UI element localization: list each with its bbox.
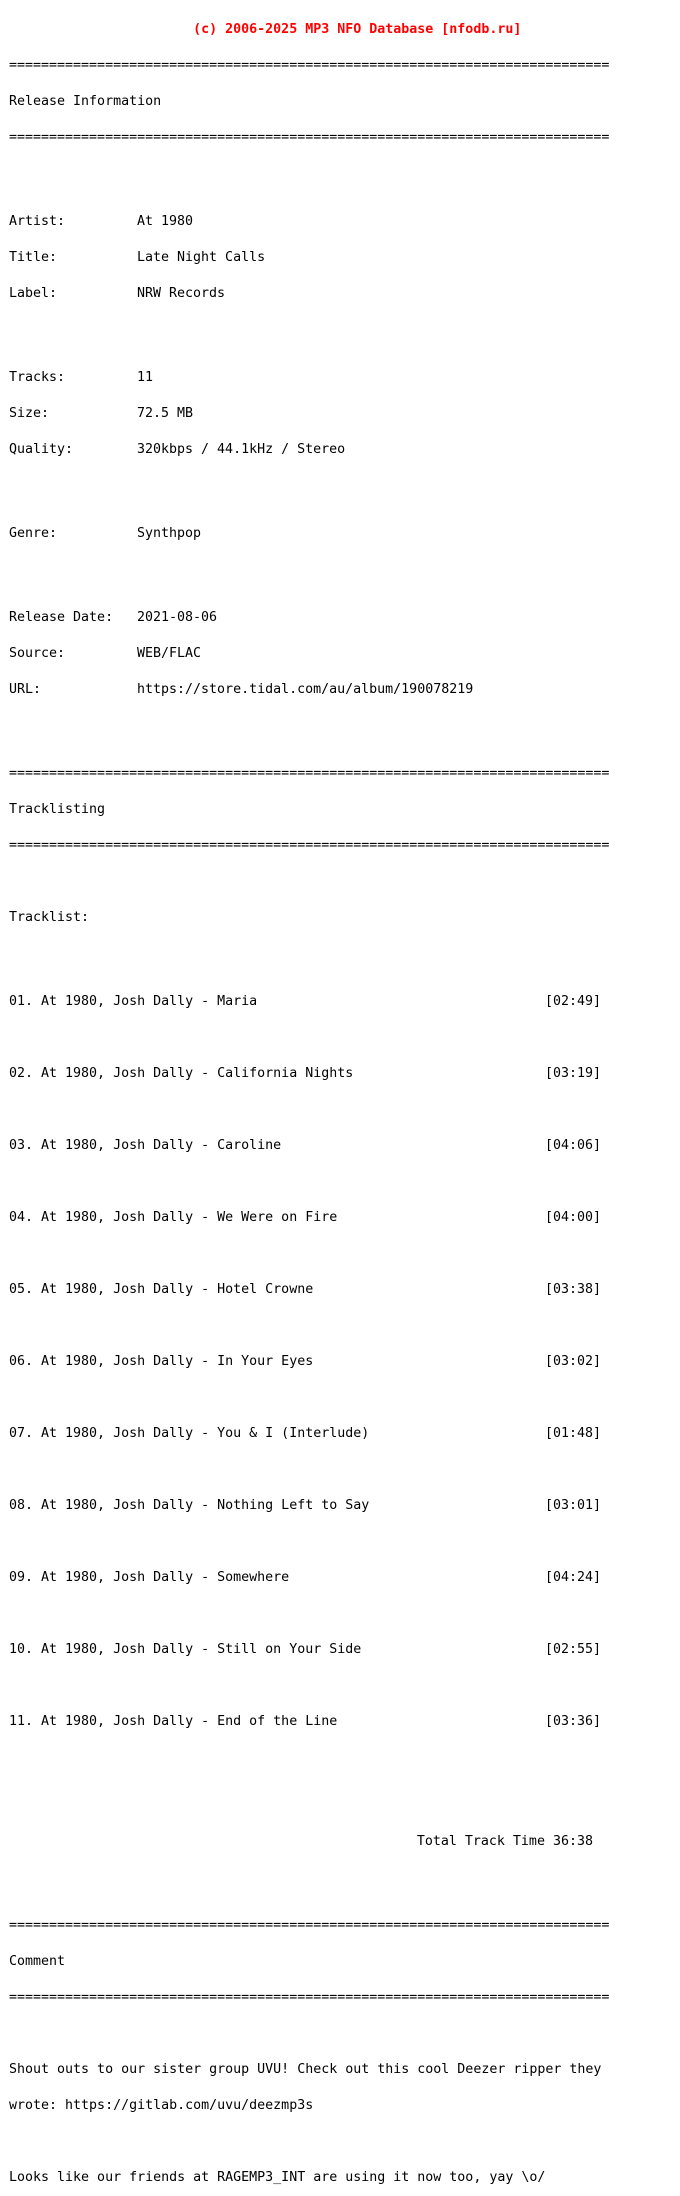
track-duration: [01:48] [544,1426,601,1441]
field-value: NRW Records [137,286,226,301]
field-artist [9,216,601,228]
field-key: URL: [9,682,42,697]
separator: =========================================================================== [9,58,610,73]
credit-line[interactable]: (c) 2006-2025 MP3 NFO Database [nfodb.ru] [9,22,522,37]
comment-line: Shout outs to our sister group UVU! Check out this cool Deezer ripper they [9,2062,602,2077]
field-key: Quality: [9,442,74,457]
field-tracks [9,372,601,384]
blank-line [9,564,601,576]
total-value: 36:38 [552,1834,593,1849]
track-title: 09. At 1980, Josh Dally - Somewhere [9,1570,290,1585]
blank-line [9,1104,601,1116]
field-value: Late Night Calls [137,250,266,265]
track-row [9,1644,601,1656]
track-duration: [03:19] [544,1066,601,1081]
field-source [9,648,601,660]
field-quality [9,444,601,456]
track-title: 02. At 1980, Josh Dally - California Nights [9,1066,354,1081]
separator: =========================================================================== [9,1918,610,1933]
track-row [9,1716,601,1728]
track-row [9,1356,601,1368]
blank-line [9,2028,601,2040]
track-duration: [04:24] [544,1570,601,1585]
field-value: WEB/FLAC [137,646,202,661]
field-key: Genre: [9,526,58,541]
field-key: Source: [9,646,66,661]
separator: =========================================================================== [9,766,610,781]
track-row [9,996,601,1008]
track-title: 10. At 1980, Josh Dally - Still on Your Side [9,1642,362,1657]
nfo-document [9,0,610,2196]
track-row [9,1212,601,1224]
field-value: Synthpop [137,526,202,541]
blank-line [9,1392,601,1404]
track-row [9,1140,601,1152]
release-info-heading: Release Information [9,94,162,109]
blank-line [9,1536,601,1548]
track-duration: [03:01] [544,1498,601,1513]
track-duration: [02:49] [544,994,601,1009]
blank-line [9,2136,601,2148]
field-value: 2021-08-06 [137,610,218,625]
track-row [9,1068,601,1080]
track-title: 11. At 1980, Josh Dally - End of the Line [9,1714,338,1729]
track-duration: [04:06] [544,1138,601,1153]
track-title: 05. At 1980, Josh Dally - Hotel Crowne [9,1282,314,1297]
track-duration: [03:02] [544,1354,601,1369]
track-title: 03. At 1980, Josh Dally - Caroline [9,1138,282,1153]
blank-line [9,1872,601,1884]
blank-line [9,876,601,888]
comment-line: wrote: https://gitlab.com/uvu/deezmp3s [9,2098,314,2113]
field-title [9,252,601,264]
track-title: 06. At 1980, Josh Dally - In Your Eyes [9,1354,314,1369]
track-duration: [03:36] [544,1714,601,1729]
field-value: At 1980 [137,214,194,229]
blank-line [9,1464,601,1476]
field-key: Tracks: [9,370,66,385]
field-key: Title: [9,250,58,265]
blank-line [9,1752,601,1764]
comment-line: Looks like our friends at RAGEMP3_INT are using it now too, yay \o/ [9,2170,546,2185]
track-duration: [04:00] [544,1210,601,1225]
track-row [9,1572,601,1584]
track-duration: [03:38] [544,1282,601,1297]
track-title: 07. At 1980, Josh Dally - You & I (Interlude) [9,1426,370,1441]
blank-line [9,1788,601,1800]
blank-line [9,168,601,180]
field-value: 320kbps / 44.1kHz / Stereo [137,442,346,457]
field-genre [9,528,601,540]
separator: =========================================================================== [9,130,610,145]
comment-heading: Comment [9,1954,66,1969]
blank-line [9,1608,601,1620]
track-row [9,1500,601,1512]
field-key: Label: [9,286,58,301]
total-track-time [9,1836,593,1848]
field-url [9,684,601,696]
field-value: https://store.tidal.com/au/album/190078219 [137,682,474,697]
blank-line [9,1320,601,1332]
track-title: 04. At 1980, Josh Dally - We Were on Fire [9,1210,338,1225]
field-key: Release Date: [9,610,114,625]
tracklisting-heading: Tracklisting [9,802,106,817]
field-release-date [9,612,601,624]
track-duration: [02:55] [544,1642,601,1657]
blank-line [9,1680,601,1692]
separator: =========================================================================== [9,1990,610,2005]
total-label: Total Track Time [416,1834,545,1849]
track-title: 08. At 1980, Josh Dally - Nothing Left to Say [9,1498,370,1513]
field-label [9,288,601,300]
blank-line [9,948,601,960]
field-size [9,408,601,420]
field-value: 11 [137,370,154,385]
blank-line [9,480,601,492]
field-key: Artist: [9,214,66,229]
track-row [9,1428,601,1440]
tracklist-label: Tracklist: [9,910,90,925]
blank-line [9,1248,601,1260]
blank-line [9,1176,601,1188]
blank-line [9,720,601,732]
blank-line [9,1032,601,1044]
field-key: Size: [9,406,50,421]
field-value: 72.5 MB [137,406,194,421]
separator: =========================================================================== [9,838,610,853]
track-row [9,1284,601,1296]
track-title: 01. At 1980, Josh Dally - Maria [9,994,258,1009]
blank-line [9,324,601,336]
